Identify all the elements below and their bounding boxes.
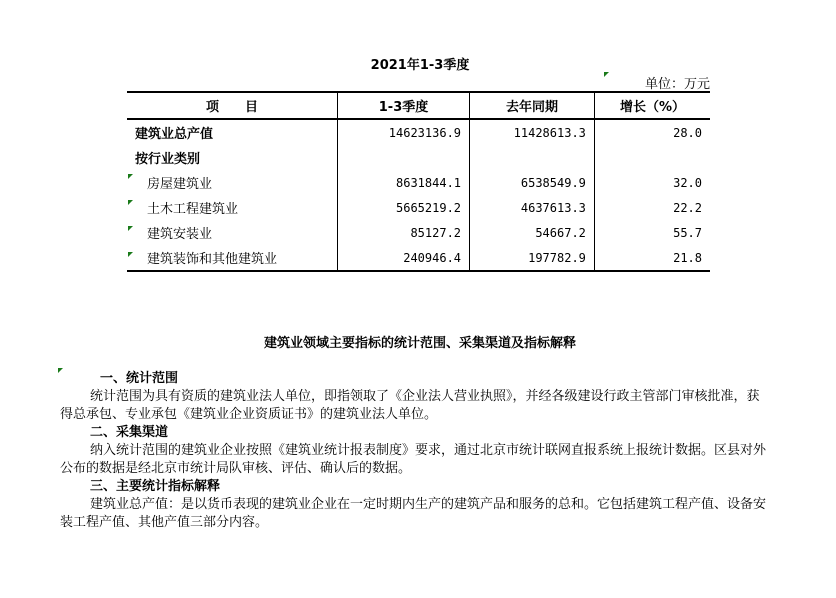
cell-value: 11428613.3 <box>470 119 595 145</box>
section-3 <box>60 478 770 532</box>
row-label: 建筑装饰和其他建筑业 <box>127 245 337 271</box>
table-row <box>127 195 710 220</box>
header-period: 1-3季度 <box>337 92 469 119</box>
row-label: 按行业类别 <box>135 152 201 167</box>
cell-value: 240946.4 <box>337 245 469 271</box>
table-row <box>127 220 710 245</box>
table-title: 2021年1-3季度 <box>370 58 470 73</box>
table-row <box>127 145 710 170</box>
row-label: 建筑安装业 <box>147 227 213 242</box>
section-heading: 一、统计范围 <box>100 371 179 386</box>
cell-comment-marker <box>128 226 133 231</box>
section-body: 建筑业总产值：是以货币表现的建筑业企业在一定时期内生产的建筑产品和服务的总和。它包括建筑工程产值、设备安装工程产值、其他产值三部分内容。 <box>60 497 767 530</box>
unit-label: 单位：万元 <box>644 77 710 92</box>
row-label: 土木工程建筑业 <box>147 202 239 217</box>
cell-value: 14623136.9 <box>337 119 469 145</box>
cell-value <box>337 145 469 170</box>
cell-value <box>594 145 710 170</box>
cell-value: 6538549.9 <box>470 170 595 195</box>
data-table <box>127 91 710 272</box>
cell-value: 28.0 <box>594 119 710 145</box>
cell-value: 4637613.3 <box>470 195 595 220</box>
section-heading: 三、主要统计指标解释 <box>90 479 221 494</box>
table-row <box>127 170 710 195</box>
section-1 <box>60 370 770 424</box>
header-growth: 增长（%） <box>594 92 710 119</box>
cell-value: 32.0 <box>594 170 710 195</box>
cell-comment-marker <box>128 252 133 257</box>
section-heading: 二、采集渠道 <box>90 425 169 440</box>
row-label: 建筑业总产值 <box>135 127 214 142</box>
cell-value: 85127.2 <box>337 220 469 245</box>
table-row <box>127 119 710 145</box>
section-body: 统计范围为具有资质的建筑业法人单位，即指领取了《企业法人营业执照》，并经各级建设行政主管部门审核批准，获得总承包、专业承包《建筑业企业资质证书》的建筑业法人单位。 <box>60 389 760 422</box>
cell-value: 54667.2 <box>470 220 595 245</box>
cell-comment-marker <box>128 174 133 179</box>
table-header-row <box>127 92 710 119</box>
cell-value <box>470 145 595 170</box>
header-item: 项 目 <box>127 92 337 119</box>
cell-comment-marker <box>128 200 133 205</box>
section-title: 建筑业领域主要指标的统计范围、采集渠道及指标解释 <box>263 336 576 351</box>
row-label: 房屋建筑业 <box>147 177 213 192</box>
section-2 <box>60 424 770 478</box>
cell-value: 22.2 <box>594 195 710 220</box>
cell-value: 21.8 <box>594 245 710 271</box>
section-body: 纳入统计范围的建筑业企业按照《建筑业统计报表制度》要求，通过北京市统计联网直报系统上报统计数据。区县对外公布的数据是经北京市统计局队审核、评估、确认后的数据。 <box>60 443 767 476</box>
cell-value: 8631844.1 <box>337 170 469 195</box>
table-row <box>127 245 710 271</box>
header-last-year: 去年同期 <box>470 92 595 119</box>
cell-value: 197782.9 <box>470 245 595 271</box>
cell-value: 5665219.2 <box>337 195 469 220</box>
cell-value: 55.7 <box>594 220 710 245</box>
